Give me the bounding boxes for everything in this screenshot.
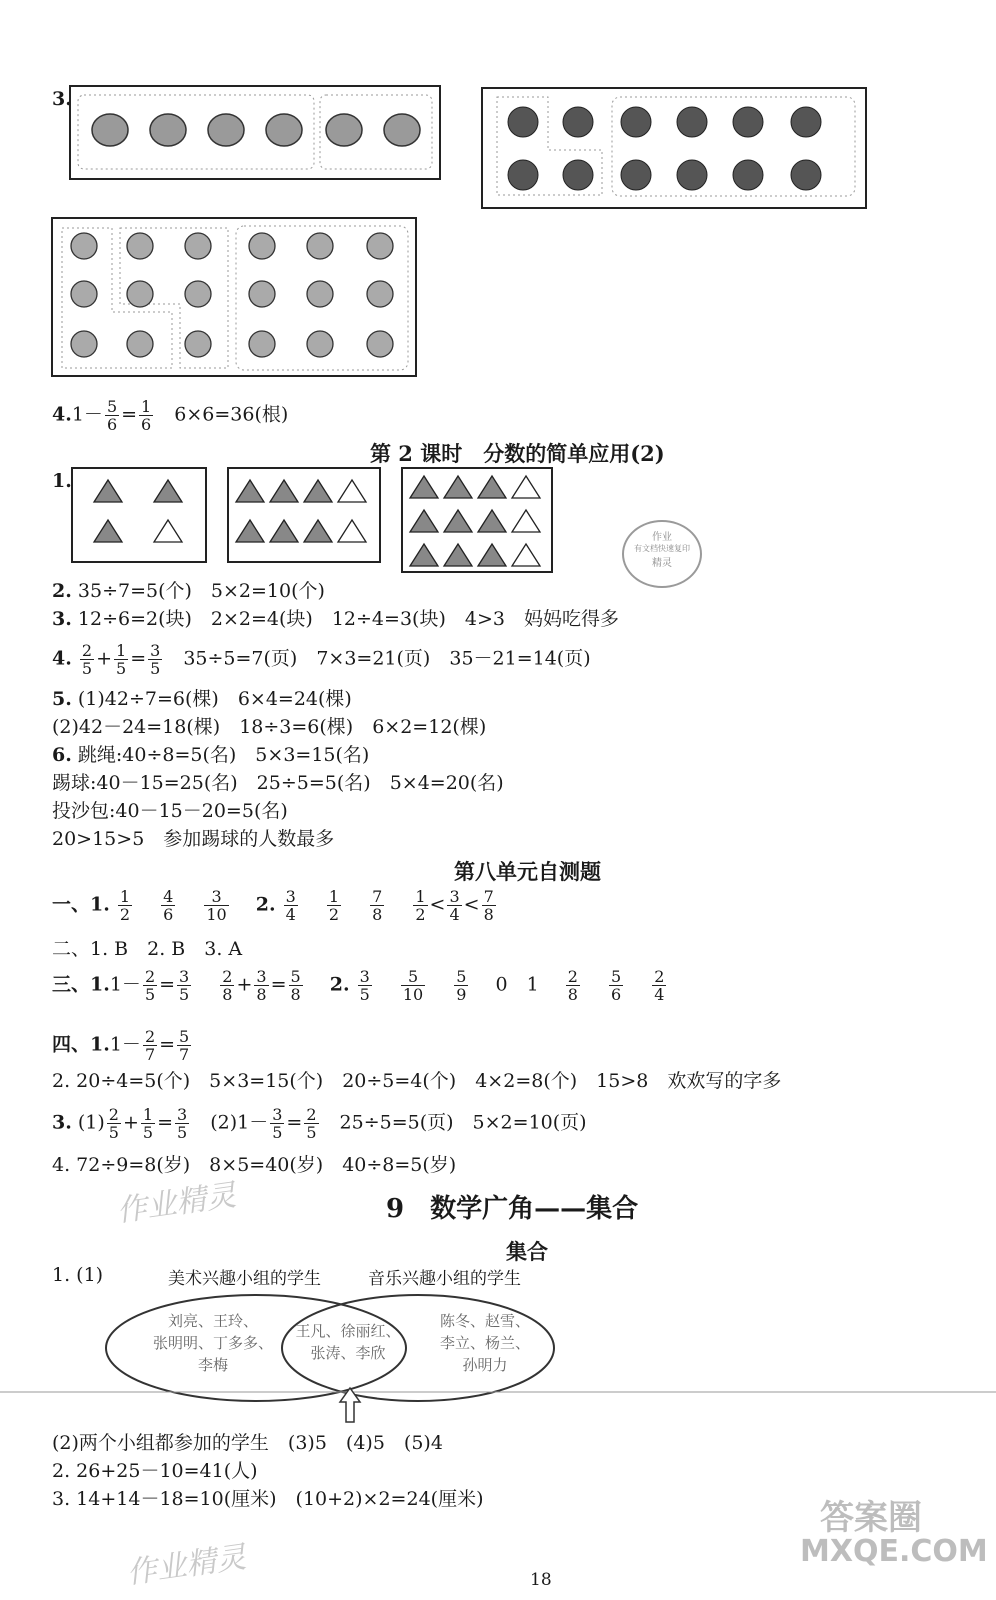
lesson2-q3: 3. 12÷6=2(块) 2×2=4(块) 12÷4=3(块) 4>3 妈妈吃得多: [52, 608, 619, 630]
lesson2-title: 第 2 课时 分数的简单应用(2): [370, 441, 665, 466]
unit8-s1: 一、1. $\frac{1}{2}$ $\frac{4}{6}$ $\frac{3}{10}$ 2. $\frac{3}{4}$ $\frac{1}{2}$ $\frac{7}{8}$ $\frac{1}{2}$ < $\frac{3}{4}$ < $\frac{7}{8}$: [52, 887, 494, 924]
chick-icons: [92, 114, 420, 146]
mid-names: 王凡、徐丽红、 张涛、李欣: [295, 1322, 401, 1362]
lesson2-q2: 2. 35÷7=5(个) 5×2=10(个): [52, 580, 325, 602]
lesson2-q1-label: 1.: [52, 470, 72, 492]
q4-frac-2: $\frac{1}{6}$: [141, 397, 152, 434]
lesson2-q6b: 踢球:40－15=25(名) 25÷5=5(名) 5×4=20(名): [52, 772, 504, 794]
set-b-title: 音乐兴趣小组的学生: [368, 1269, 521, 1289]
lesson2-q4: 4. $\frac{2}{5}$ + $\frac{1}{5}$ = $\frac{3}{5}$ 35÷5=7(页) 7×3=21(页) 35－21=14(页): [52, 641, 591, 678]
ch9-subtitle: 集合: [506, 1239, 548, 1264]
acorn-icons: [508, 107, 821, 190]
lesson2-q6d: 20>15>5 参加踢球的人数最多: [52, 828, 335, 850]
triangle-icons: [94, 476, 540, 566]
lesson2-q6c: 投沙包:40－15－20=5(名): [52, 800, 288, 822]
peach-icons: [71, 233, 393, 357]
q3-figures: [0, 0, 996, 420]
right-names: 陈冬、赵雪、 李立、杨兰、 孙明力: [439, 1312, 530, 1374]
set-a-title: 美术兴趣小组的学生: [168, 1269, 321, 1289]
lesson2-q5b: (2)42－24=18(棵) 18÷3=6(棵) 6×2=12(棵): [52, 716, 487, 738]
watermark-2: 作业精灵: [124, 1539, 249, 1592]
watermark-4: MXQE.COM: [800, 1534, 988, 1569]
triangle-figures: [0, 460, 996, 580]
ch9-q1-label: 1. (1): [52, 1264, 104, 1286]
peach-box: [52, 218, 416, 376]
ch9-q2: 2. 26+25－10=41(人): [52, 1460, 258, 1482]
q3-label: 3.: [52, 88, 72, 110]
stamp-seal: 作业 有文档快速复印 精灵: [622, 520, 702, 588]
ch9-q3: 3. 14+14－18=10(厘米) (10+2)×2=24(厘米): [52, 1488, 484, 1510]
left-names: 刘亮、王玲、 张明明、丁多多、 李梅: [152, 1312, 273, 1374]
watermark-3: 答案圈: [820, 1498, 922, 1538]
ch9-title: 9 数学广角——集合: [386, 1194, 639, 1224]
q4-line: 4.1－ $\frac{5}{6}$ = $\frac{1}{6}$ 6×6=36(根): [52, 397, 289, 434]
unit8-title: 第八单元自测题: [454, 859, 601, 884]
unit8-s3: 三、1.1－ $\frac{2}{5}$ = $\frac{3}{5}$ $\frac{2}{8}$ + $\frac{3}{8}$ = $\frac{5}{8}$ 2. $\frac{3}{5}$ $\frac{5}{10}$ $\frac{5}{9}$ 0 1 $\frac{2}{8}$ $\frac{5}{6}$ $\frac{2}{4}$: [52, 967, 665, 1004]
unit8-s4-q3: 3. (1) $\frac{2}{5}$ + $\frac{1}{5}$ = $\frac{3}{5}$ (2)1－ $\frac{3}{5}$ = $\frac{2}{5}$ 25÷5=5(页) 5×2=10(页): [52, 1105, 587, 1142]
lesson2-q5a: 5. (1)42÷7=6(棵) 6×4=24(棵): [52, 688, 352, 710]
unit8-s4: 四、1.1－ $\frac{2}{7}$ = $\frac{5}{7}$: [52, 1027, 190, 1064]
lesson2-q6a: 6. 跳绳:40÷8=5(名) 5×3=15(名): [52, 744, 370, 766]
page-number: 18: [530, 1570, 552, 1590]
unit8-s2: 二、1. B 2. B 3. A: [52, 938, 243, 960]
unit8-s4-q2: 2. 20÷4=5(个) 5×3=15(个) 20÷5=4(个) 4×2=8(个) 15>8 欢欢写的字多: [52, 1070, 782, 1092]
q4-frac-1: $\frac{5}{6}$: [106, 397, 118, 434]
watermark-1: 作业精灵: [114, 1177, 239, 1230]
ch9-q1b: (2)两个小组都参加的学生 (3)5 (4)5 (5)4: [52, 1432, 443, 1454]
unit8-s4-q4: 4. 72÷9=8(岁) 8×5=40(岁) 40÷8=5(岁): [52, 1154, 457, 1176]
